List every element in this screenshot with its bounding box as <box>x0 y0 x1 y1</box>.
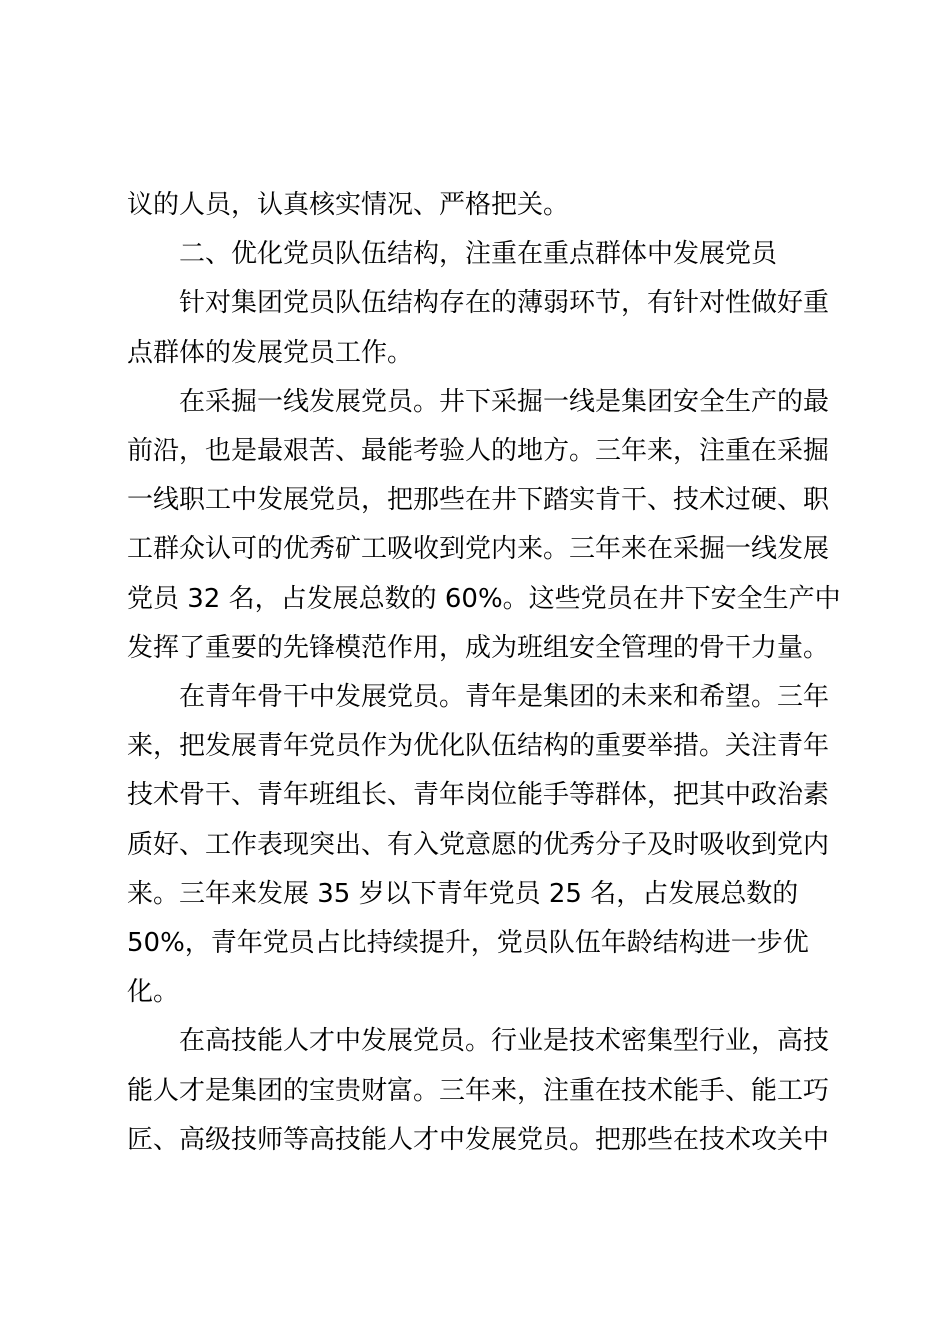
paragraph-line: 50%，青年党员占比持续提升，党员队伍年龄结构进一步优 <box>127 928 809 959</box>
paragraph-line: 在青年骨干中发展党员。青年是集团的未来和希望。三年 <box>179 682 830 713</box>
paragraph-line: 针对集团党员队伍结构存在的薄弱环节，有针对性做好重 <box>179 288 830 319</box>
paragraph-line: 点群体的发展党员工作。 <box>127 337 414 368</box>
paragraph-line: 前沿，也是最艰苦、最能考验人的地方。三年来，注重在采掘 <box>127 436 830 467</box>
paragraph-line: 化。 <box>127 977 180 1008</box>
document-body <box>127 181 841 1165</box>
continuation-line: 议的人员，认真核实情况、严格把关。 <box>127 190 570 220</box>
paragraph-line: 发挥了重要的先锋模范作用，成为班组安全管理的骨干力量。 <box>127 632 830 663</box>
paragraph-line: 来。三年来发展 35 岁以下青年党员 25 名，占发展总数的 <box>127 878 799 909</box>
paragraph-line: 在采掘一线发展党员。井下采掘一线是集团安全生产的最 <box>179 386 830 417</box>
paragraph-line: 能人才是集团的宝贵财富。三年来，注重在技术能手、能工巧 <box>127 1075 830 1106</box>
paragraph-line: 党员 32 名，占发展总数的 60%。这些党员在井下安全生产中 <box>127 583 841 614</box>
paragraph-line: 在高技能人才中发展党员。行业是技术密集型行业，高技 <box>179 1026 830 1057</box>
paragraph-skilled <box>127 1017 833 1165</box>
paragraph-line: 工群众认可的优秀矿工吸收到党内来。三年来在采掘一线发展 <box>127 534 830 565</box>
section-heading: 二、优化党员队伍结构，注重在重点群体中发展党员 <box>179 239 778 270</box>
paragraph-line: 质好、工作表现突出、有入党意愿的优秀分子及时吸收到党内 <box>127 829 830 860</box>
paragraph-line: 匠、高级技师等高技能人才中发展党员。把那些在技术攻关中 <box>127 1124 830 1155</box>
paragraph-line: 来，把发展青年党员作为优化队伍结构的重要举措。关注青年 <box>127 731 830 762</box>
paragraph-line: 一线职工中发展党员，把那些在井下踏实肯干、技术过硬、职 <box>127 485 830 516</box>
paragraph-mining <box>127 378 841 673</box>
paragraph-line: 技术骨干、青年班组长、青年岗位能手等群体，把其中政治素 <box>127 780 830 811</box>
paragraph-youth <box>127 673 833 1017</box>
paragraph-intro <box>127 279 833 377</box>
